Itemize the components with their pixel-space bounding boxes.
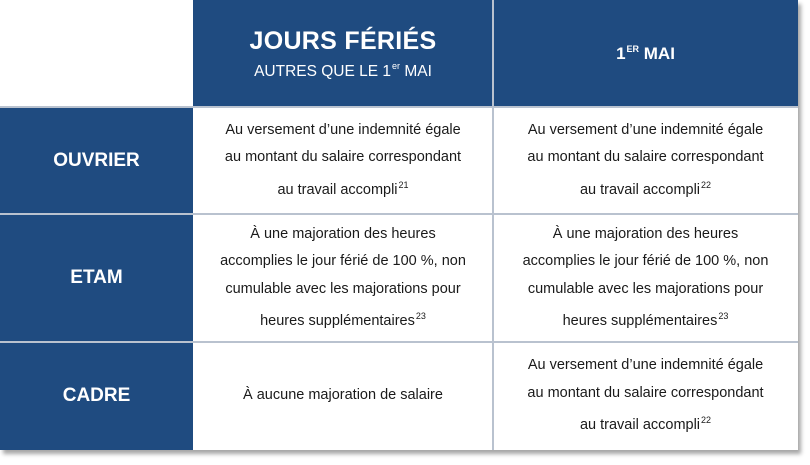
table-cell — [193, 214, 493, 342]
table-cell — [493, 214, 798, 342]
cell-line: au travail accompli$^{22}$ — [579, 415, 712, 434]
cell-line: heures supplémentaires$^{23}$ — [260, 311, 426, 329]
grid-divider — [0, 213, 798, 215]
column-header-title: 1ER MAI — [616, 43, 675, 63]
footnote-ref: 21 — [398, 179, 409, 190]
footnote-ref: 23 — [415, 311, 426, 321]
table-cell — [493, 342, 798, 450]
table-cell — [493, 107, 798, 214]
column-header-may-first — [493, 0, 798, 107]
grid-divider — [0, 341, 798, 343]
cell-line: À une majoration des heures — [250, 225, 436, 242]
cell-line: cumulable avec les majorations pour — [527, 280, 764, 297]
row-header-etam: ETAM — [0, 214, 193, 342]
cell-line: accomplies le jour férié de 100 %, non — [522, 253, 769, 269]
cell-line: au travail accompli$^{21}$ — [277, 179, 409, 198]
column-header-public-holidays — [193, 0, 493, 107]
cell-line: accomplies le jour férié de 100 %, non — [220, 253, 466, 269]
cell-line: au montant du salaire correspondant — [224, 149, 462, 166]
cell-line: au montant du salaire correspondant — [527, 384, 764, 401]
cell-line: heures supplémentaires$^{23}$ — [562, 311, 729, 329]
column-header-title: JOURS FÉRIÉS — [249, 27, 437, 55]
footnote-ref: 22 — [701, 179, 712, 190]
cell-line: au montant du salaire correspondant — [527, 149, 764, 166]
cell-line: À aucune majoration de salaire — [243, 387, 443, 404]
cell-line: À une majoration des heures — [552, 225, 739, 242]
row-header-cadre: CADRE — [0, 342, 193, 450]
table-cell — [193, 342, 493, 450]
column-header-subtitle: AUTRES QUE LE 1er MAI — [254, 61, 432, 80]
table-cell — [193, 107, 493, 214]
footnote-ref: 23 — [718, 311, 729, 321]
table-corner — [0, 0, 193, 107]
grid-divider — [0, 106, 798, 108]
grid-divider — [492, 0, 494, 450]
cell-line: Au versement d’une indemnité égale — [527, 357, 764, 374]
row-header-ouvrier: OUVRIER — [0, 107, 193, 214]
cell-line: au travail accompli$^{22}$ — [579, 179, 712, 198]
footnote-ref: 22 — [701, 415, 712, 426]
cell-line: cumulable avec les majorations pour — [225, 280, 461, 297]
cell-line: Au versement d’une indemnité égale — [225, 121, 461, 138]
cell-line: Au versement d’une indemnité égale — [527, 121, 764, 138]
